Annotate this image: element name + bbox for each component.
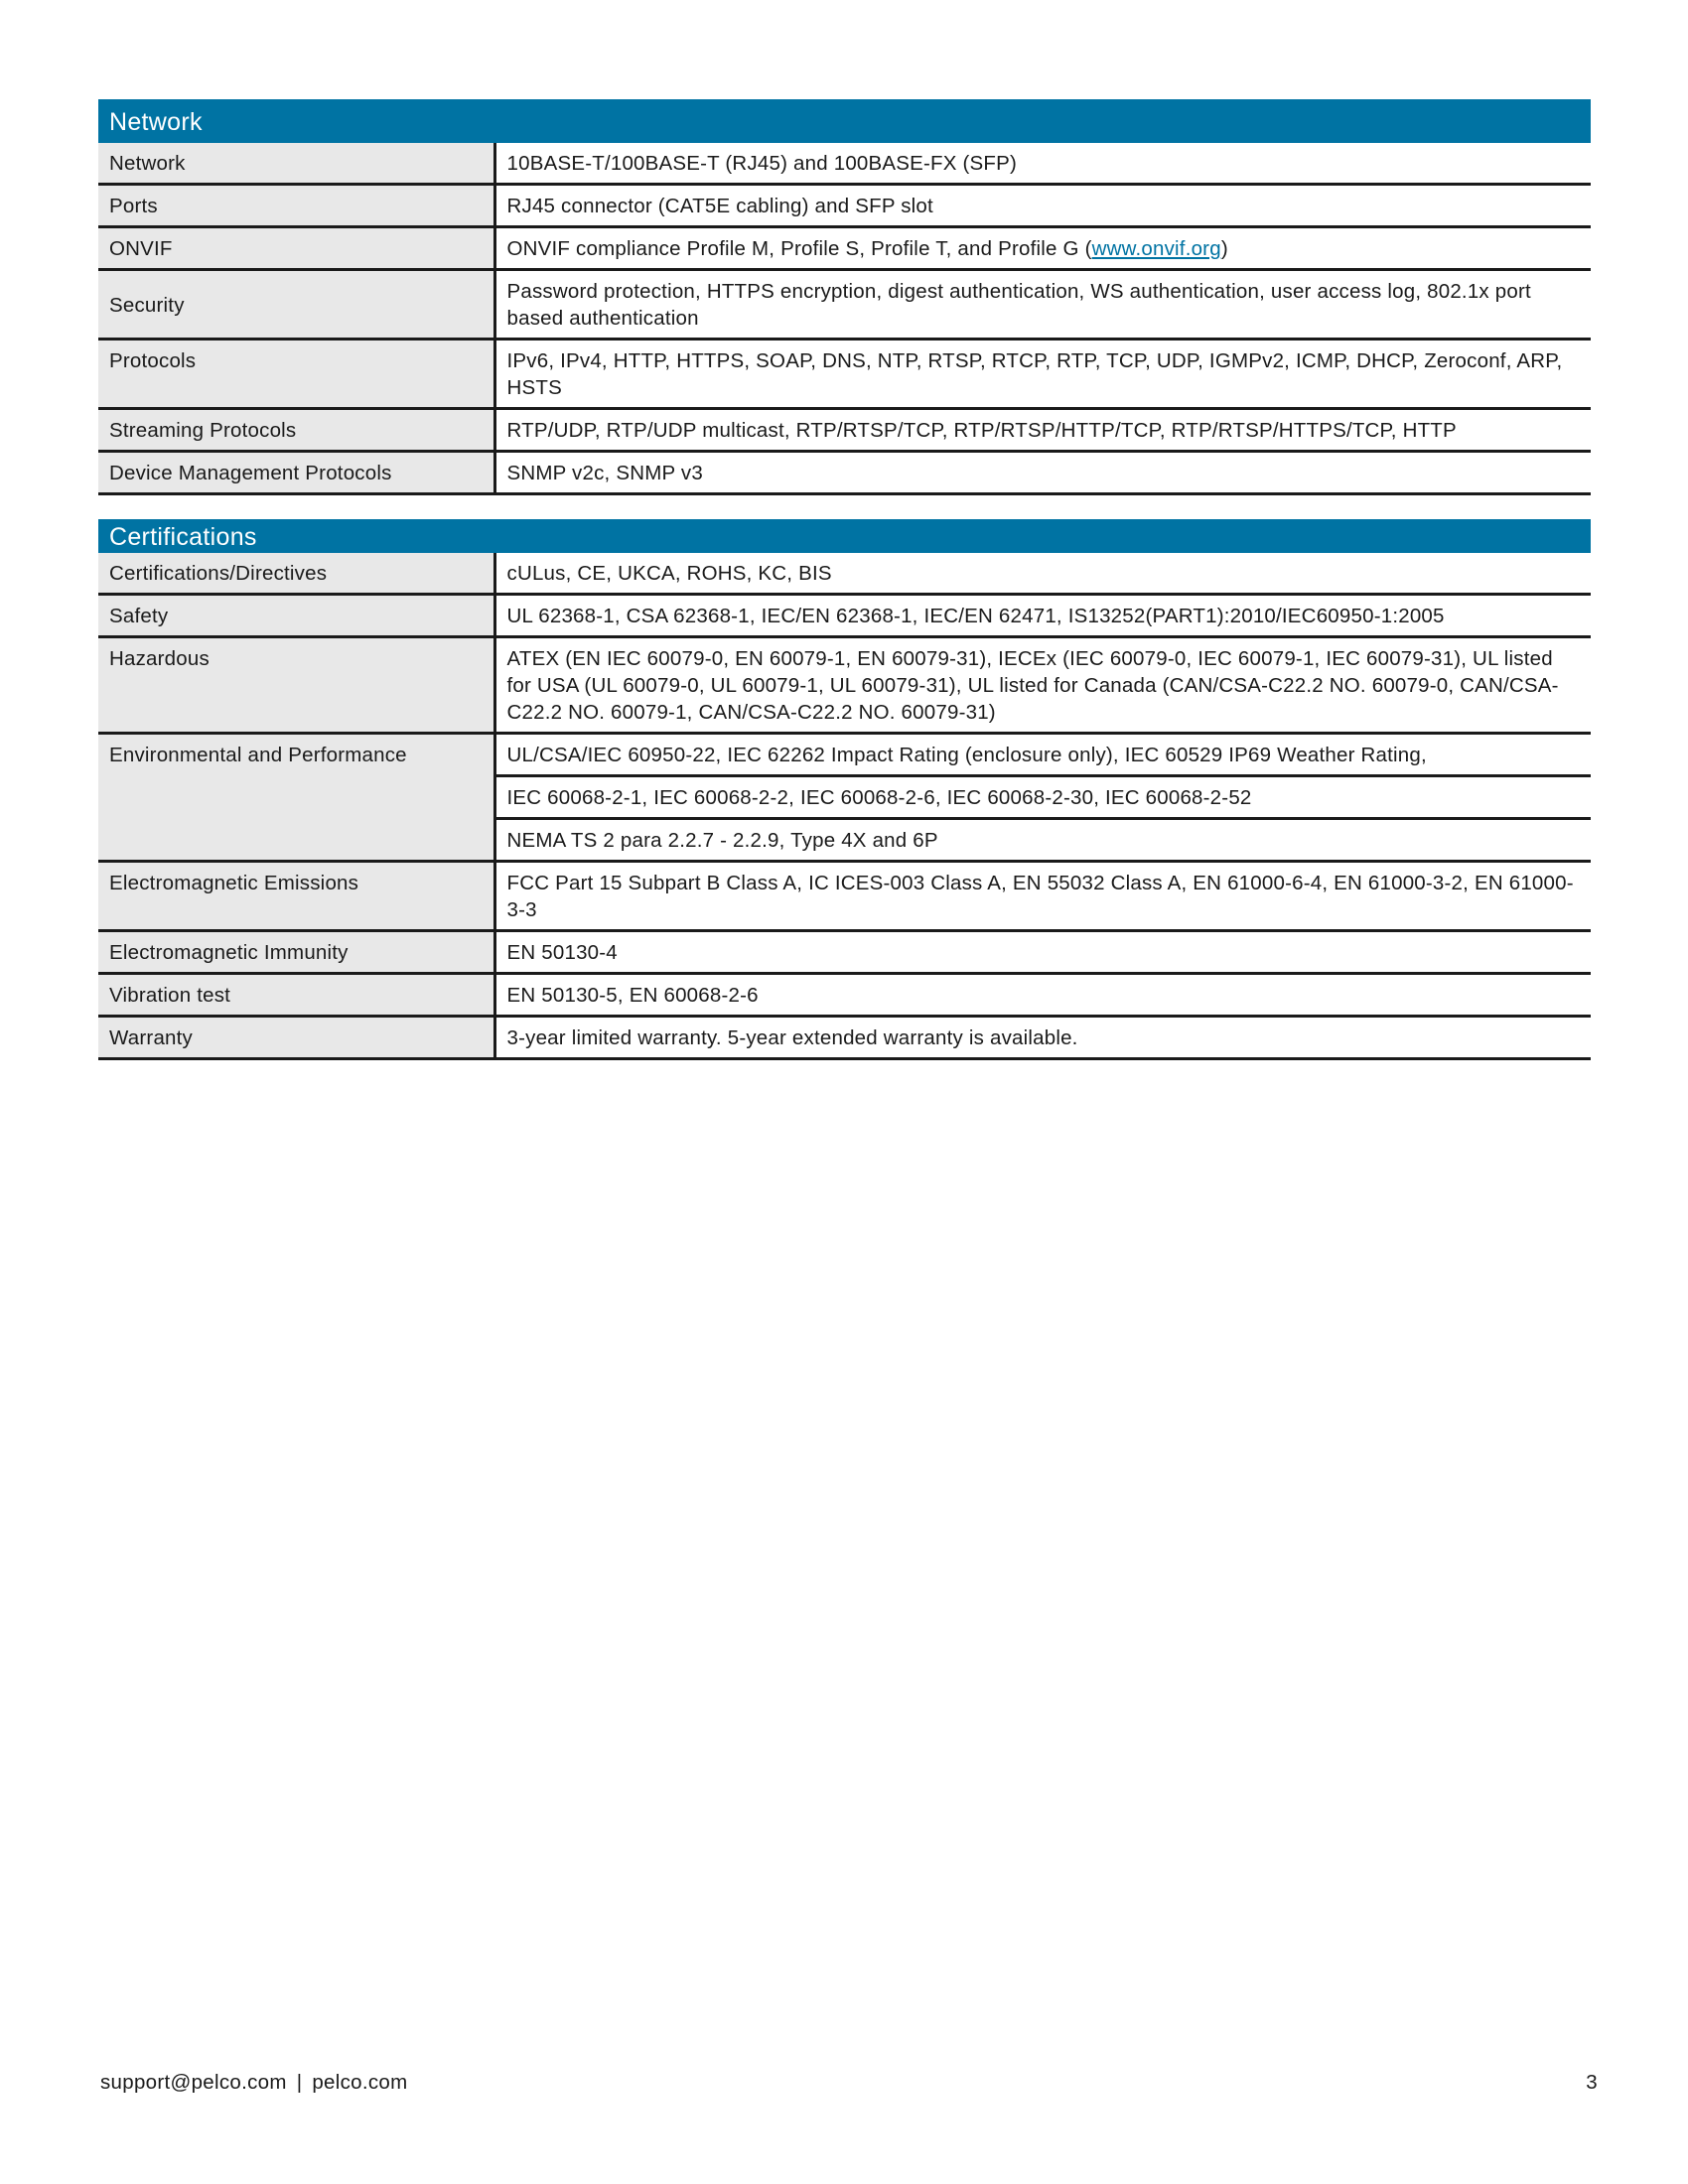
spec-value: UL/CSA/IEC 60950-22, IEC 62262 Impact Rating (enclosure only), IEC 60529 IP69 Weather Rating, — [494, 734, 1591, 776]
spec-row-streaming-protocols — [98, 409, 1591, 452]
spec-value: FCC Part 15 Subpart B Class A, IC ICES-003 Class A, EN 55032 Class A, EN 61000-6-4, EN 61000-3-2, EN 61000-3-3 — [494, 862, 1591, 931]
spec-row-onvif — [98, 227, 1591, 270]
spec-value: IPv6, IPv4, HTTP, HTTPS, SOAP, DNS, NTP, RTSP, RTCP, RTP, TCP, UDP, IGMPv2, ICMP, DHCP, Zeroconf, ARP, HSTS — [494, 340, 1591, 409]
certifications-spec-table — [98, 553, 1591, 1060]
spec-value — [494, 227, 1591, 270]
network-section — [98, 99, 1591, 495]
spec-row-electromagnetic-immunity — [98, 931, 1591, 974]
spec-label: Network — [98, 143, 494, 185]
spec-label: Streaming Protocols — [98, 409, 494, 452]
footer-contact — [100, 2071, 408, 2095]
spec-value: RTP/UDP, RTP/UDP multicast, RTP/RTSP/TCP, RTP/RTSP/HTTP/TCP, RTP/RTSP/HTTPS/TCP, HTTP — [494, 409, 1591, 452]
spec-row-network — [98, 143, 1591, 185]
spec-label: Certifications/Directives — [98, 553, 494, 595]
spec-label: Ports — [98, 185, 494, 227]
network-spec-table — [98, 143, 1591, 495]
onvif-text-prefix: ONVIF compliance Profile M, Profile S, Profile T, and Profile G ( — [506, 237, 1092, 260]
spec-value: EN 50130-4 — [494, 931, 1591, 974]
spec-value: SNMP v2c, SNMP v3 — [494, 452, 1591, 494]
spec-value: IEC 60068-2-1, IEC 60068-2-2, IEC 60068-2-6, IEC 60068-2-30, IEC 60068-2-52 — [494, 776, 1591, 819]
onvif-text-suffix: ) — [1220, 237, 1228, 260]
spec-value: ATEX (EN IEC 60079-0, EN 60079-1, EN 60079-31), IECEx (IEC 60079-0, IEC 60079-1, IEC 60079-31), UL listed for USA (UL 60079-0, UL 60079-1, UL 60079-31), UL listed for Canada (CAN/CSA-C22.2 NO. 60079-0, CAN/CSA-C22.2 NO. 60079-1, CAN/CSA-C22.2 NO. 60079-31) — [494, 637, 1591, 734]
website-link[interactable]: pelco.com — [312, 2071, 408, 2094]
spec-label: Vibration test — [98, 974, 494, 1017]
spec-row-hazardous — [98, 637, 1591, 734]
spec-row-environmental-performance — [98, 734, 1591, 776]
spec-label: ONVIF — [98, 227, 494, 270]
spec-row-warranty — [98, 1017, 1591, 1059]
spec-value: RJ45 connector (CAT5E cabling) and SFP slot — [494, 185, 1591, 227]
spec-row-vibration-test — [98, 974, 1591, 1017]
certifications-section — [98, 519, 1591, 1060]
spec-value: Password protection, HTTPS encryption, digest authentication, WS authentication, user access log, 802.1x port based authentication — [494, 270, 1591, 340]
spec-label: Safety — [98, 595, 494, 637]
section-header-network: Network — [98, 99, 1591, 143]
spec-row-security — [98, 270, 1591, 340]
spec-row-electromagnetic-emissions — [98, 862, 1591, 931]
spec-row-certifications-directives — [98, 553, 1591, 595]
spec-value: NEMA TS 2 para 2.2.7 - 2.2.9, Type 4X and 6P — [494, 819, 1591, 862]
spec-row-device-management-protocols — [98, 452, 1591, 494]
spec-value: EN 50130-5, EN 60068-2-6 — [494, 974, 1591, 1017]
support-email-link[interactable]: support@pelco.com — [100, 2071, 287, 2094]
spec-value: 10BASE-T/100BASE-T (RJ45) and 100BASE-FX (SFP) — [494, 143, 1591, 185]
spec-label: Electromagnetic Emissions — [98, 862, 494, 931]
spec-label: Electromagnetic Immunity — [98, 931, 494, 974]
spec-label: Device Management Protocols — [98, 452, 494, 494]
spec-label: Environmental and Performance — [98, 734, 494, 862]
section-header-certifications: Certifications — [98, 519, 1591, 553]
footer-separator: | — [296, 2071, 303, 2094]
spec-value: UL 62368-1, CSA 62368-1, IEC/EN 62368-1, IEC/EN 62471, IS13252(PART1):2010/IEC60950-1:2005 — [494, 595, 1591, 637]
spec-label: Hazardous — [98, 637, 494, 734]
onvif-website-link[interactable]: www.onvif.org — [1091, 237, 1221, 260]
page-number: 3 — [1586, 2071, 1598, 2094]
spec-row-protocols — [98, 340, 1591, 409]
spec-value: 3-year limited warranty. 5-year extended warranty is available. — [494, 1017, 1591, 1059]
spec-row-ports — [98, 185, 1591, 227]
spec-label: Warranty — [98, 1017, 494, 1059]
spec-label: Security — [98, 270, 494, 340]
spec-label: Protocols — [98, 340, 494, 409]
spec-row-safety — [98, 595, 1591, 637]
spec-value: cULus, CE, UKCA, ROHS, KC, BIS — [494, 553, 1591, 595]
